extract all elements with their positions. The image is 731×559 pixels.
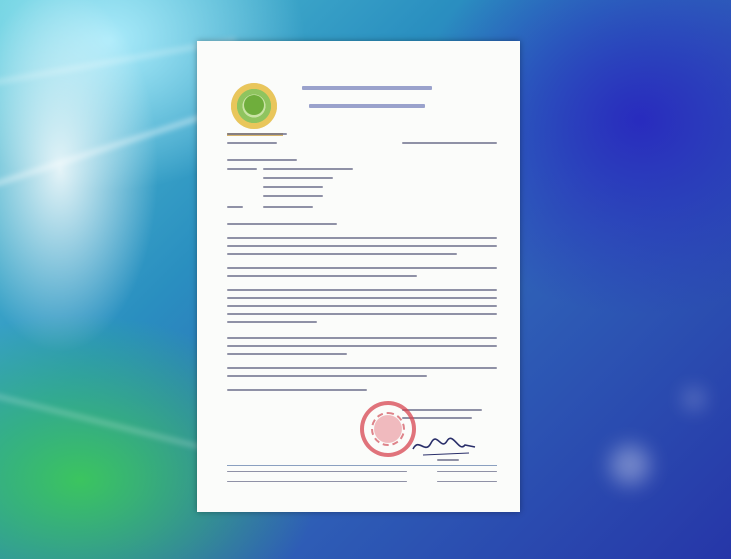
body-line (227, 313, 497, 315)
body-line (227, 253, 457, 255)
emblem-logo (231, 83, 277, 129)
reference-line (227, 133, 287, 135)
signatory-name (437, 459, 459, 461)
address-line-4 (263, 195, 323, 197)
body-line (227, 337, 497, 339)
body-line (227, 353, 347, 355)
handwritten-signature (409, 433, 479, 459)
body-line (227, 375, 427, 377)
footer-contact-line (437, 481, 497, 482)
reference-number (227, 142, 277, 144)
subject-line (227, 223, 337, 225)
recipient-line (227, 159, 297, 161)
signatory-title (402, 409, 482, 411)
footer-address-line (227, 471, 407, 472)
header-line-1 (302, 86, 432, 90)
address-line-1 (263, 168, 353, 170)
contact-label (227, 206, 243, 208)
body-line (227, 297, 497, 299)
body-line (227, 345, 497, 347)
address-line-3 (263, 186, 323, 188)
body-line (227, 305, 497, 307)
body-line (227, 275, 417, 277)
footer-contact-line (437, 471, 497, 472)
body-line (227, 245, 497, 247)
header-line-2 (309, 104, 425, 108)
body-line (227, 321, 317, 323)
light-glow (610, 445, 650, 485)
body-line (227, 237, 497, 239)
footer-address-line (227, 481, 407, 482)
body-line (227, 267, 497, 269)
light-glow (685, 390, 703, 408)
body-line (227, 367, 497, 369)
letter-document (197, 41, 520, 512)
address-label (227, 168, 257, 170)
body-line (227, 289, 497, 291)
footer-rule (227, 465, 497, 466)
closing-line (227, 389, 367, 391)
address-line-2 (263, 177, 333, 179)
official-seal (360, 401, 416, 457)
contact-value (263, 206, 313, 208)
date-line (402, 142, 497, 144)
